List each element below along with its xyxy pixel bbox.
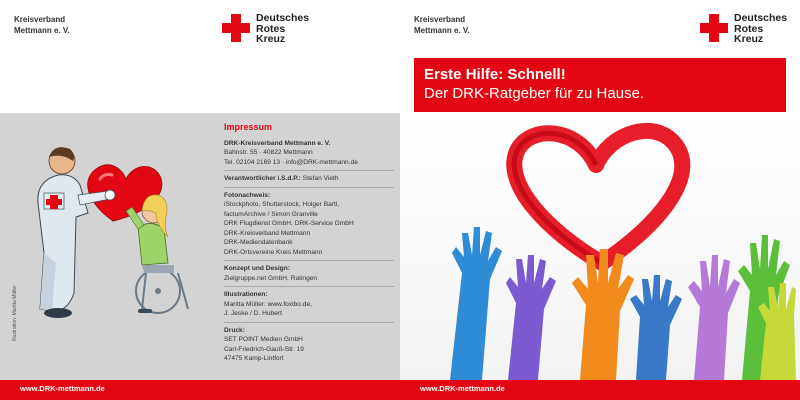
title-banner [414, 58, 786, 112]
logo-wordmark: Deutsches Rotes Kreuz [256, 12, 310, 45]
footer-bar [0, 380, 400, 400]
impressum-block: Konzept und Design: Zielgruppe.net GmbH, Ratingen [224, 264, 394, 287]
red-cross-icon [700, 14, 728, 42]
impressum-block: Illustrationen: Maritta Müller: www.foxibo.de, J. Jeske / D. Hubert [224, 290, 394, 323]
impressum-block: Fotonachweis: iStockphoto, Shutterstock, Holger Bartl, factumArchive / Simon Granville DRK Flugdienst GmbH, DRK-Service GmbH DRK-Kreisverband Mettmann DRK-Mediendatenbank DRK-Ortsvereine Kreis Mettmann [224, 191, 394, 262]
illustration-credit: Illustration: Maritta Müller [12, 285, 18, 341]
cover-subtitle: Der DRK-Ratgeber für zu Hause. [424, 85, 645, 102]
impressum-block: Verantwortlicher i.S.d.P.: Stefan Vieth [224, 174, 394, 188]
raised-hands-heart-illustration [400, 113, 800, 380]
impressum [224, 123, 394, 370]
org-name: Kreisverband Mettmann e. V. [14, 15, 70, 35]
impressum-block: Druck: SET POINT Medien GmbH Carl-Friedrich-Gauß-Str. 19 47475 Kamp-Lintfort [224, 326, 304, 362]
red-cross-icon [222, 14, 250, 42]
drk-logo [222, 14, 312, 44]
drk-logo [700, 14, 790, 44]
hand-orange [572, 249, 634, 380]
paramedic-and-child-illustration [18, 133, 198, 323]
hand-blue-small [630, 275, 682, 380]
front-cover-panel [400, 0, 800, 400]
impressum-title: Impressum [224, 122, 273, 132]
logo-wordmark: Deutsches Rotes Kreuz [734, 12, 788, 45]
cover-title: Erste Hilfe: Schnell! [424, 66, 566, 83]
impressum-block: DRK-Kreisverband Mettmann e. V. Bahnstr. 55 · 40822 Mettmann Tel. 02104 2169 13 · info@DRK-mettmann.de [224, 139, 394, 172]
painted-heart [514, 131, 682, 263]
footer-url-link[interactable]: www.DRK-mettmann.de [420, 384, 505, 393]
footer-url-link[interactable]: www.DRK-mettmann.de [20, 384, 105, 393]
hand-purple [506, 255, 556, 380]
hand-blue [450, 227, 502, 380]
footer-bar [400, 380, 800, 400]
org-name: Kreisverband Mettmann e. V. [414, 15, 470, 35]
hero-image [400, 113, 800, 380]
hand-violet [688, 255, 740, 380]
impressum-box [0, 113, 400, 380]
